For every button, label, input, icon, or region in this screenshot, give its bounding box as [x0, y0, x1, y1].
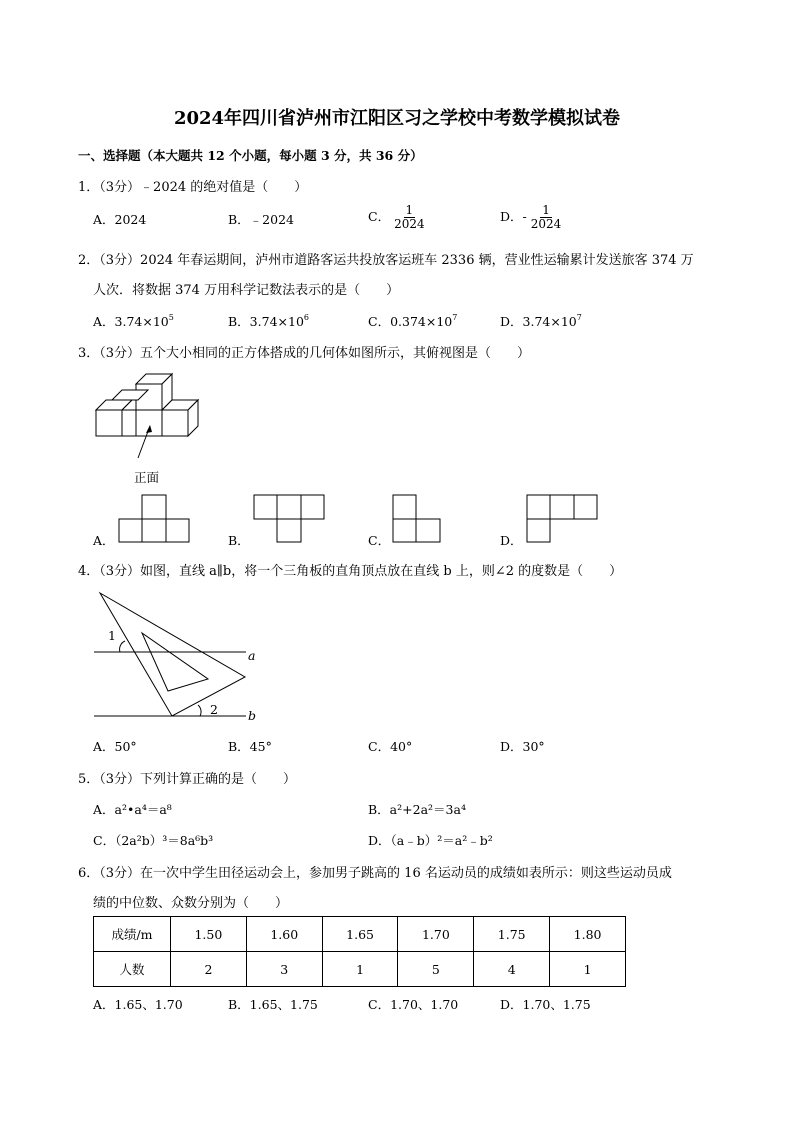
q3-option-c-figure [392, 494, 444, 544]
q3-option-b-label: B． [228, 533, 250, 548]
q6-option-d: D．1.70、1.75 [500, 997, 591, 1012]
q2-d-exponent: 7 [576, 313, 582, 322]
table-cell: 1.65 [322, 917, 398, 952]
table-cell: 2 [171, 952, 247, 987]
q1-option-a: A．2024 [93, 212, 147, 227]
q2-option-c [368, 312, 457, 330]
q1-option-d [500, 204, 561, 231]
q2-option-a [93, 312, 174, 330]
table-cell: 5 [398, 952, 474, 987]
page-title: 2024年四川省泸州市江阳区习之学校中考数学模拟试卷 [173, 108, 621, 129]
question-6-line1: 6．（3分）在一次中学生田径运动会上，参加男子跳高的 16 名运动员的成绩如表所示：则这些运动员成 [78, 866, 672, 881]
q4-option-b: B．45° [228, 739, 272, 754]
q4-option-a: A．50° [93, 739, 137, 754]
q5-option-b: B．a²+2a²＝3a⁴ [368, 802, 466, 817]
q5-option-a: A．a²•a⁴＝a⁸ [93, 802, 172, 817]
table-cell: 人数 [94, 952, 171, 987]
q3-option-a-figure [118, 494, 192, 544]
front-view-label: 正面 [134, 470, 160, 485]
question-6-line2: 绩的中位数、众数分别为（ ） [93, 896, 289, 911]
q2-c-base: C．0.374×10 [368, 314, 453, 329]
table-cell: 1.80 [550, 917, 626, 952]
q1-d-denominator: 2024 [530, 217, 562, 231]
question-4-stem: 4．（3分）如图，直线 a∥b，将一个三角板的直角顶点放在直线 b 上，则∠2 的度数是（ ） [78, 564, 623, 579]
line-a-label: a [248, 648, 256, 663]
table-cell: 1.50 [171, 917, 247, 952]
q3-option-d-figure [526, 494, 600, 544]
q1-option-d-prefix: D． [500, 209, 523, 224]
q4-option-c: C．40° [368, 739, 413, 754]
q2-a-base: A．3.74×10 [93, 314, 169, 329]
table-cell: 3 [246, 952, 322, 987]
score-table [93, 916, 626, 987]
angle-2-label: 2 [210, 702, 218, 717]
q2-b-base: B．3.74×10 [228, 314, 304, 329]
q1-d-numerator: 1 [542, 203, 550, 217]
q3-option-a-label: A． [93, 533, 115, 548]
section-heading: 一、选择题（本大题共 12 个小题，每小题 3 分，共 36 分） [78, 148, 423, 163]
table-row [94, 952, 626, 987]
q6-option-c: C．1.70、1.70 [368, 997, 459, 1012]
q1-option-c-fraction [394, 204, 425, 231]
table-cell: 成绩/m [94, 917, 171, 952]
line-b-label: b [248, 708, 257, 723]
q1-option-b: B．﹣2024 [228, 212, 294, 227]
table-cell: 1.75 [474, 917, 550, 952]
q1-option-d-sign: - [522, 209, 527, 224]
table-cell: 1.60 [246, 917, 322, 952]
q6-option-a: A．1.65、1.70 [93, 997, 183, 1012]
q2-d-base: D．3.74×10 [500, 314, 577, 329]
angle-1-label: 1 [108, 628, 116, 643]
q5-option-c: C．（2a²b）³＝8a⁶b³ [93, 833, 214, 848]
q2-option-b [228, 312, 309, 330]
q3-option-c-label: C． [368, 533, 391, 548]
table-cell: 1 [550, 952, 626, 987]
q3-option-d-label: D． [500, 533, 523, 548]
question-5-stem: 5．（3分）下列计算正确的是（ ） [78, 772, 297, 787]
q5-option-d: D．（a﹣b）²＝a²﹣b² [368, 833, 493, 848]
q4-option-d: D．30° [500, 739, 545, 754]
question-2-line1: 2．（3分）2024 年春运期间，泸州市道路客运共投放客运班车 2336 辆，营业性运输累计发送旅客 374 万 [78, 253, 694, 268]
q1-option-d-fraction [531, 204, 562, 231]
question-3-stem: 3．（3分）五个大小相同的正方体搭成的几何体如图所示，其俯视图是（ ） [78, 346, 531, 361]
q1-option-c [368, 204, 425, 231]
table-row [94, 917, 626, 952]
q2-c-exponent: 7 [452, 313, 458, 322]
q1-c-denominator: 2024 [394, 217, 425, 231]
q2-option-d [500, 312, 582, 330]
table-cell: 4 [474, 952, 550, 987]
q3-option-b-figure [253, 494, 327, 544]
q2-a-exponent: 5 [168, 313, 174, 322]
table-cell: 1 [322, 952, 398, 987]
question-2-line2: 人次．将数据 374 万用科学记数法表示的是（ ） [93, 283, 400, 298]
table-cell: 1.70 [398, 917, 474, 952]
question-1-stem: 1．（3分）﹣2024 的绝对值是（ ） [78, 180, 308, 195]
q1-c-numerator: 1 [405, 203, 414, 217]
q1-option-c-prefix: C． [368, 209, 391, 224]
q6-option-b: B．1.65、1.75 [228, 997, 318, 1012]
q2-b-exponent: 6 [303, 313, 309, 322]
